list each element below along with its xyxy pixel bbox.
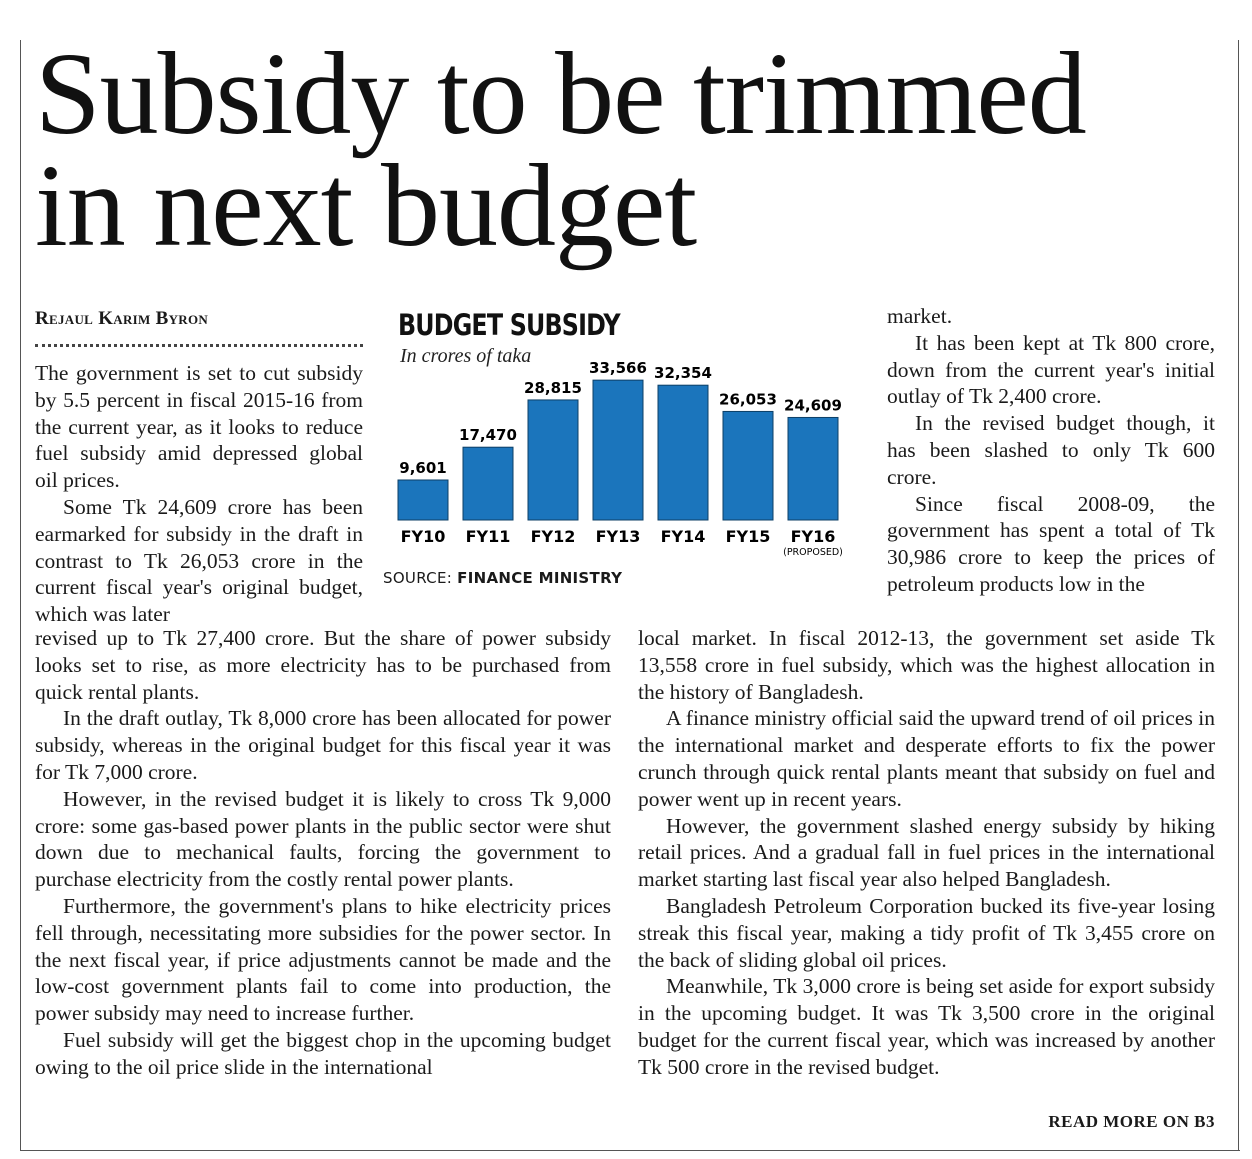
byline-dotted-divider <box>35 344 363 347</box>
article-column-2 <box>35 625 611 1081</box>
byline: Rejaul Karim Byron <box>35 308 209 329</box>
paragraph: revised up to Tk 27,400 crore. But the share of power subsidy looks set to rise, as more electricity has to be purchased from quick rental plants. <box>35 626 611 704</box>
left-column-rule <box>20 40 21 1150</box>
paragraph: Furthermore, the government's plans to hike electricity prices fell through, necessitating more subsidies for the power sector. In the next fiscal year, if price adjustments cannot be made and the low-cost government plants fail to come into production, the power subsidy may need to increase further. <box>35 893 611 1026</box>
bottom-rule <box>20 1150 1240 1151</box>
headline-line-2: in next budget <box>35 140 697 271</box>
paragraph: local market. In fiscal 2012-13, the government set aside Tk 13,558 crore in fuel subsidy, which was the highest allocation in the history of Bangladesh. <box>638 626 1215 704</box>
category-label-fy13: FY13 <box>595 527 641 546</box>
headline <box>35 28 1235 271</box>
value-label-fy13: 33,566 <box>589 359 647 378</box>
paragraph: Since fiscal 2008-09, the government has spent a total of Tk 30,986 crore to keep the prices of petroleum products low in the <box>887 491 1215 596</box>
chart-title: BUDGET SUBSIDY <box>398 308 620 342</box>
source-label: SOURCE: <box>383 569 453 587</box>
category-label-fy12: FY12 <box>530 527 576 546</box>
bar-fy13 <box>593 380 643 520</box>
paragraph: Meanwhile, Tk 3,000 crore is being set aside for export subsidy in the upcoming budget. It was Tk 3,500 crore in the original budget for the current fiscal year, which was increased by another Tk 500 crore in the revised budget. <box>638 974 1215 1079</box>
bar-fy15 <box>723 411 773 520</box>
article-column-4 <box>638 625 1215 1081</box>
value-label-fy15: 26,053 <box>719 390 777 409</box>
paragraph: Some Tk 24,609 crore has been earmarked for subsidy in the draft in contrast to Tk 26,053 crore in the current fiscal year's original budget, which was later <box>35 494 363 627</box>
value-label-fy12: 28,815 <box>524 378 582 397</box>
paragraph: It has been kept at Tk 800 crore, down from the current year's initial outlay of Tk 2,400 crore. <box>887 330 1215 409</box>
right-column-rule <box>1238 40 1239 1150</box>
headline-line-1: Subsidy to be trimmed <box>35 28 1086 159</box>
category-label-fy16: FY16 <box>790 527 836 546</box>
read-more-link[interactable]: READ MORE ON B3 <box>1048 1112 1215 1131</box>
paragraph: market. <box>887 304 953 328</box>
category-label-fy11: FY11 <box>465 527 511 546</box>
budget-subsidy-chart <box>380 340 870 570</box>
value-label-fy11: 17,470 <box>459 426 517 445</box>
chart-source <box>383 569 622 587</box>
paragraph: However, the government slashed energy subsidy by hiking retail prices. And a gradual fall in fuel prices in the international market starting last fiscal year also helped Bangladesh. <box>638 813 1215 892</box>
value-label-fy16: 24,609 <box>784 396 842 415</box>
paragraph: The government is set to cut subsidy by 5.5 percent in fiscal 2015-16 from the current year, as it looks to reduce fuel subsidy amid depressed global oil prices. <box>35 361 363 493</box>
paragraph: In the revised budget though, it has been slashed to only Tk 600 crore. <box>887 411 1215 489</box>
paragraph: Fuel subsidy will get the biggest chop in the upcoming budget owing to the oil price slide in the international <box>35 1027 611 1079</box>
bar-fy16 <box>788 417 838 520</box>
bar-fy10 <box>398 480 448 520</box>
paragraph: In the draft outlay, Tk 8,000 crore has been allocated for power subsidy, whereas in the original budget for this fiscal year it was for Tk 7,000 crore. <box>35 706 611 784</box>
value-label-fy10: 9,601 <box>399 458 447 477</box>
category-label-fy10: FY10 <box>400 527 446 546</box>
bar-fy11 <box>463 447 513 520</box>
source-name: FINANCE MINISTRY <box>457 569 623 587</box>
category-note-fy16: (PROPOSED) <box>783 547 843 558</box>
chart-subtitle: In crores of taka <box>400 345 532 367</box>
category-label-fy15: FY15 <box>725 527 771 546</box>
category-label-fy14: FY14 <box>660 527 706 546</box>
article-column-3 <box>887 303 1215 598</box>
bar-fy12 <box>528 400 578 520</box>
paragraph: However, in the revised budget it is likely to cross Tk 9,000 crore: some gas-based power plants in the public sector were shut down due to mechanical faults, forcing the government to purchase electricity from the costly rental power plants. <box>35 786 611 892</box>
article-column-1 <box>35 360 363 628</box>
bar-fy14 <box>658 385 708 520</box>
paragraph: A finance ministry official said the upward trend of oil prices in the international market and desperate efforts to fix the power crunch through quick rental plants meant that subsidy on fuel and power went up in recent years. <box>638 706 1215 811</box>
value-label-fy14: 32,354 <box>654 364 712 383</box>
paragraph: Bangladesh Petroleum Corporation bucked its five-year losing streak this fiscal year, making a tidy profit of Tk 3,455 crore on the back of sliding global oil prices. <box>638 893 1215 972</box>
